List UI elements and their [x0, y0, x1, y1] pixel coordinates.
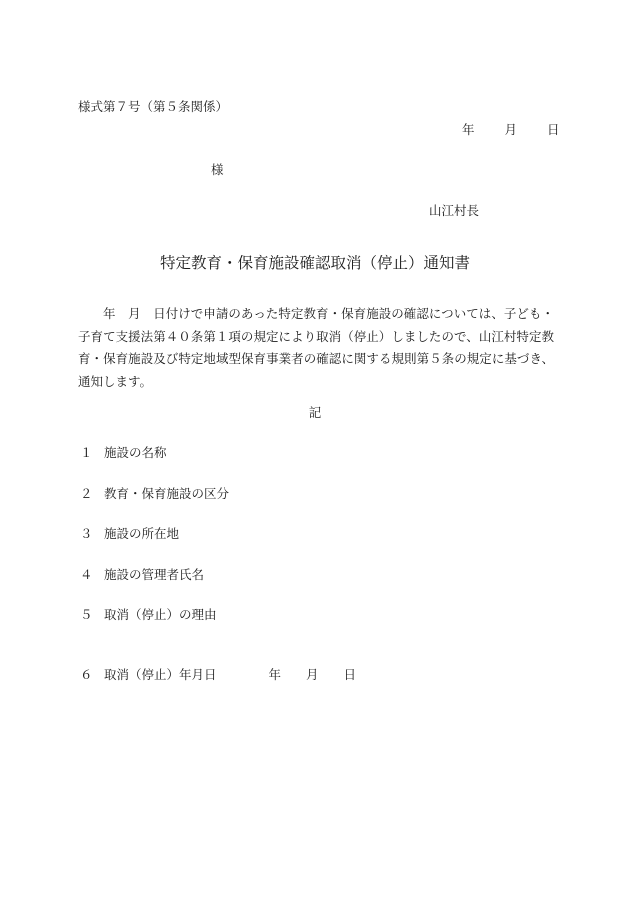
item-label: 施設の名称	[104, 445, 167, 460]
list-item	[80, 528, 179, 541]
list-item	[80, 488, 229, 501]
list-item	[80, 447, 167, 460]
item-number: １	[80, 445, 93, 460]
item-number: ４	[80, 567, 93, 582]
item-number: ３	[80, 526, 93, 541]
body-paragraph: 年 月 日付けで申請のあった特定教育・保育施設の確認については、子ども・子育て支援法第４０条第１項の規定により取消（停止）しましたので、山江村特定教育・保育施設及び特定地域型保育事業者の確認に関する規則第５条の規定に基づき、通知します。	[78, 306, 554, 389]
item-label: 取消（停止）の理由	[104, 607, 217, 622]
item-label: 施設の所在地	[104, 526, 180, 541]
item-number: ２	[80, 486, 93, 501]
date-line	[462, 124, 560, 137]
ki-heading: 記	[308, 405, 322, 420]
item-label: 取消（停止）年月日	[104, 667, 217, 682]
item-number: ６	[80, 667, 93, 682]
date-year: 年	[462, 122, 475, 137]
date-month: 月	[504, 122, 518, 137]
date-day: 日	[547, 122, 560, 137]
item-date: 年 月 日	[268, 667, 357, 682]
list-item	[80, 669, 356, 682]
list-item	[80, 609, 217, 622]
item-number: ５	[80, 607, 93, 622]
sender-name: 山江村長	[429, 203, 480, 218]
form-number: 様式第７号（第５条関係）	[78, 99, 229, 114]
item-label: 教育・保育施設の区分	[104, 486, 230, 501]
addressee-suffix: 様	[211, 162, 224, 177]
list-item	[80, 569, 204, 582]
item-label: 施設の管理者氏名	[104, 567, 205, 582]
document-title: 特定教育・保育施設確認取消（停止）通知書	[159, 254, 470, 272]
